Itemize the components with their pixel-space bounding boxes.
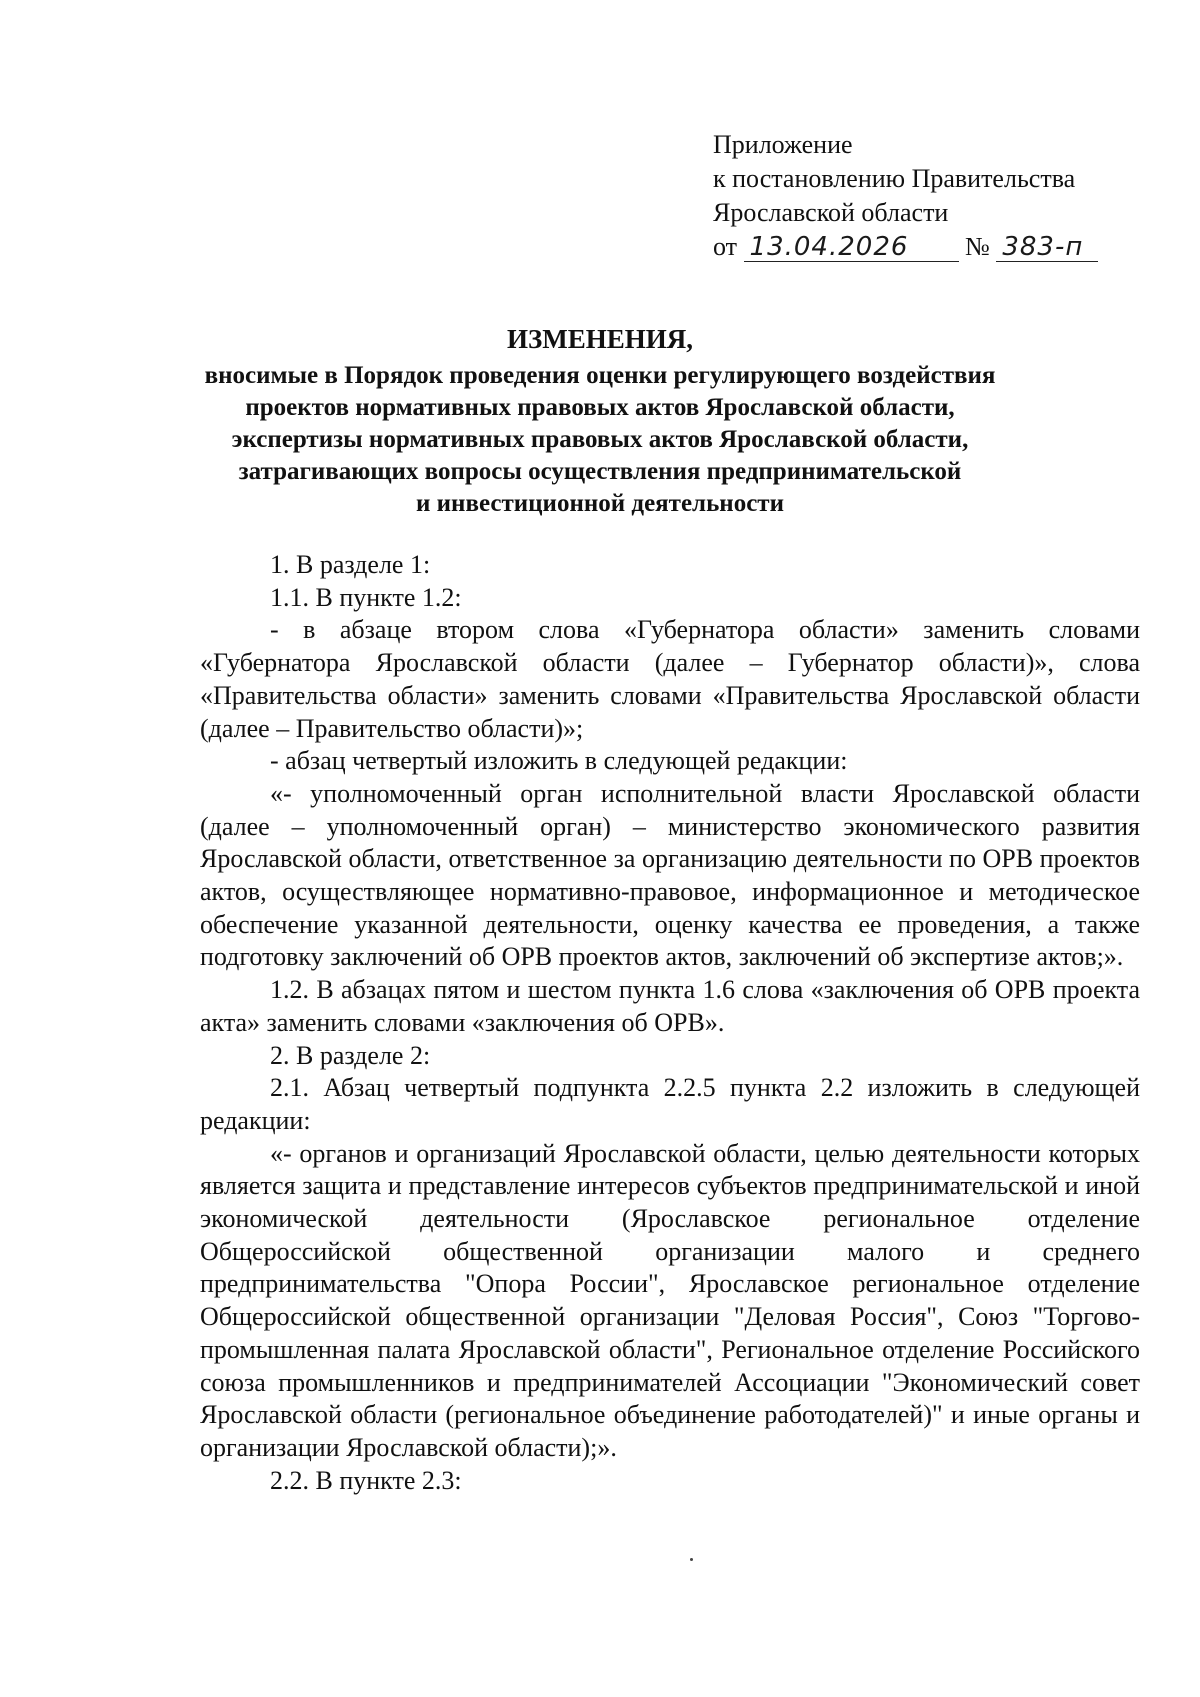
document-body <box>200 549 1140 1497</box>
appendix-line-1: Приложение <box>713 130 853 159</box>
paragraph: 2. В разделе 2: <box>270 1040 431 1070</box>
scan-speck <box>690 1558 693 1561</box>
paragraph: 1.1. В пункте 1.2: <box>270 582 462 612</box>
paragraph: - в абзаце втором слова «Губернатора области» заменить словами «Губернатора Ярославской области (далее – Губернатор области)», слова «Правительства области» заменить словами «Правительства Ярославской области (далее – Правительство области)»; <box>200 615 1140 743</box>
subtitle-line: и инвестиционной деятельности <box>416 490 784 517</box>
appendix-block <box>713 128 1098 264</box>
paragraph: «- уполномоченный орган исполнительной власти Ярославской области (далее – уполномоченный орган) – министерство экономического развития Ярославской области, ответственное за организацию деятельности по ОРВ проектов актов, осуществляющее нормативно-правовое, информационное и методическое обеспечение указанной деятельности, оценку качества ее проведения, а также подготовку заключений об ОРВ проектов актов, заключений об экспертизе актов;». <box>200 778 1140 972</box>
number-sign: № <box>965 232 990 261</box>
paragraph: - абзац четвертый изложить в следующей редакции: <box>270 746 848 776</box>
handwritten-date: 13.04.2026 <box>744 233 959 262</box>
date-number-line <box>713 230 1098 264</box>
appendix-line-3: Ярославской области <box>713 198 949 227</box>
paragraph: 1. В разделе 1: <box>270 550 431 579</box>
document-subtitle <box>150 360 1050 520</box>
date-prefix: от <box>713 232 738 261</box>
subtitle-line: экспертизы нормативных правовых актов Ярославской области, <box>231 426 969 453</box>
paragraph: 2.1. Абзац четвертый подпункта 2.2.5 пункта 2.2 изложить в следующей редакции: <box>200 1073 1140 1135</box>
paragraph: 2.2. В пункте 2.3: <box>270 1465 462 1495</box>
paragraph: «- органов и организаций Ярославской области, целью деятельности которых является защита и представление интересов субъектов предпринимательской и иной экономической деятельности (Ярославское региональное отделение Общероссийской общественной организации малого и среднего предпринимательства "Опора России", Ярославское региональное отделение Общероссийской общественной организации "Деловая Россия", Союз "Торгово-промышленная палата Ярославской области", Региональное отделение Российского союза промышленников и предпринимателей Ассоциации "Экономический совет Ярославской области (региональное объединение работодателей)" и иные органы и организации Ярославской области);». <box>200 1138 1140 1462</box>
subtitle-line: проектов нормативных правовых актов Ярославской области, <box>245 394 955 421</box>
paragraph: 1.2. В абзацах пятом и шестом пункта 1.6 слова «заключения об ОРВ проекта акта» заменить словами «заключения об ОРВ». <box>200 975 1140 1037</box>
appendix-line-2: к постановлению Правительства <box>713 164 1076 193</box>
subtitle-line: затрагивающих вопросы осуществления предпринимательской <box>238 458 962 485</box>
handwritten-number: 383-п <box>996 233 1098 262</box>
subtitle-line: вносимые в Порядок проведения оценки регулирующего воздействия <box>204 362 996 389</box>
document-title: ИЗМЕНЕНИЯ, <box>506 324 693 354</box>
